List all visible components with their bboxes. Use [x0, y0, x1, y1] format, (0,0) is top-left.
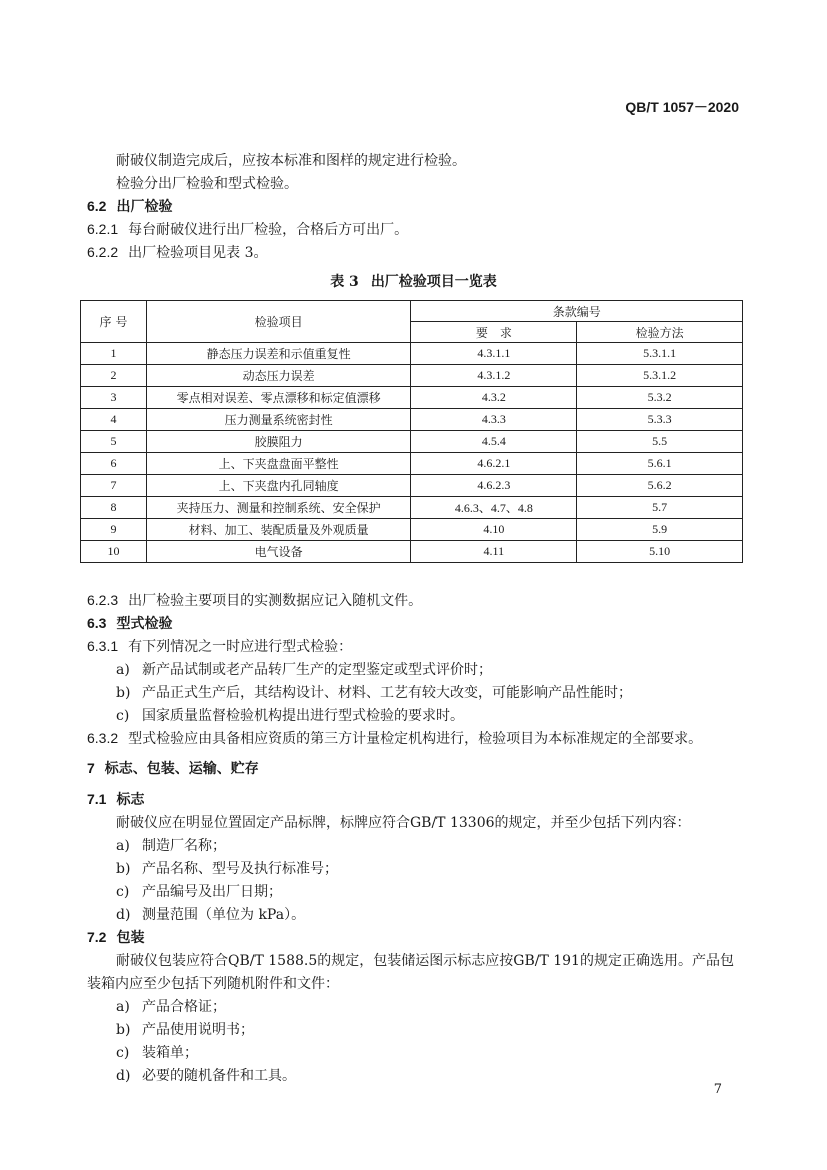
section-title: 出厂检验 [116, 199, 173, 215]
list-marker: d) [116, 1068, 131, 1084]
clause-text: 出厂检验项目见表 3。 [128, 245, 268, 261]
section-title: 型式检验 [116, 616, 173, 632]
clause-number: 6.2.2 [87, 244, 119, 260]
list-text: 装箱单； [142, 1045, 198, 1061]
cell-method: 5.3.3 [577, 409, 743, 431]
cell-requirement: 4.3.3 [411, 409, 577, 431]
clause-6-2-1 [87, 219, 408, 239]
cell-no: 1 [81, 343, 147, 365]
list-item [116, 705, 464, 725]
section-number: 7.2 [87, 929, 107, 945]
list-marker: a) [116, 662, 130, 678]
header-seq: 序 号 [81, 301, 147, 343]
cell-item: 材料、加工、装配质量及外观质量 [146, 519, 411, 541]
cell-method: 5.5 [577, 431, 743, 453]
cell-method: 5.3.2 [577, 387, 743, 409]
section-7-2-paragraph-line2: 装箱内应至少包括下列随机附件和文件： [87, 976, 339, 992]
list-item [116, 881, 282, 901]
clause-number: 6.2.1 [87, 221, 119, 237]
list-text: 必要的随机备件和工具。 [142, 1068, 296, 1084]
cell-no: 4 [81, 409, 147, 431]
cell-requirement: 4.10 [411, 519, 577, 541]
section-title: 标志 [116, 792, 145, 808]
table-row [81, 431, 743, 453]
list-item [116, 904, 305, 924]
list-item [116, 682, 632, 702]
clause-6-3-1 [87, 636, 352, 656]
clause-number: 6.3.1 [87, 638, 119, 654]
page-number: 7 [713, 1082, 722, 1097]
section-number: 6.3 [87, 615, 107, 631]
list-text: 产品合格证； [142, 999, 226, 1015]
cell-method: 5.10 [577, 541, 743, 563]
table-caption [0, 271, 827, 291]
cell-requirement: 4.11 [411, 541, 577, 563]
cell-requirement: 4.6.2.1 [411, 453, 577, 475]
table-row [81, 541, 743, 563]
cell-no: 2 [81, 365, 147, 387]
clause-6-2-3 [87, 590, 422, 610]
clause-6-3-2 [87, 728, 702, 748]
clause-text: 每台耐破仪进行出厂检验，合格后方可出厂。 [128, 222, 409, 238]
list-text: 产品编号及出厂日期； [142, 884, 282, 900]
list-text: 国家质量监督检验机构提出进行型式检验的要求时。 [142, 708, 464, 724]
section-number: 7 [87, 760, 95, 776]
cell-method: 5.7 [577, 497, 743, 519]
list-marker: d) [116, 907, 131, 923]
cell-method: 5.6.1 [577, 453, 743, 475]
table-row [81, 453, 743, 475]
table-row [81, 387, 743, 409]
list-marker: b) [116, 685, 131, 701]
table-row [81, 519, 743, 541]
list-text: 产品正式生产后，其结构设计、材料、工艺有较大改变，可能影响产品性能时； [142, 685, 632, 701]
cell-item: 上、下夹盘内孔同轴度 [146, 475, 411, 497]
header-requirement: 要 求 [411, 322, 577, 343]
table-row [81, 343, 743, 365]
list-text: 产品使用说明书； [142, 1022, 254, 1038]
list-marker: a) [116, 999, 130, 1015]
cell-item: 零点相对误差、零点漂移和标定值漂移 [146, 387, 411, 409]
cell-item: 静态压力误差和示值重复性 [146, 343, 411, 365]
section-6-3-heading [87, 613, 172, 633]
cell-requirement: 4.3.1.2 [411, 365, 577, 387]
inspection-table [80, 300, 743, 563]
clause-text: 型式检验应由具备相应资质的第三方计量检定机构进行，检验项目为本标准规定的全部要求。 [128, 731, 703, 747]
header-method: 检验方法 [577, 322, 743, 343]
section-number: 6.2 [87, 198, 107, 214]
clause-number: 6.2.3 [87, 592, 119, 608]
table-row [81, 409, 743, 431]
list-item [116, 1065, 296, 1085]
cell-no: 8 [81, 497, 147, 519]
standard-number: QB/T 1057－2020 [625, 99, 739, 115]
list-text: 制造厂名称； [142, 838, 226, 854]
cell-requirement: 4.6.2.3 [411, 475, 577, 497]
list-item [116, 1042, 198, 1062]
section-7-1-paragraph: 耐破仪应在明显位置固定产品标牌，标牌应符合GB/T 13306的规定，并至少包括下列内容： [116, 815, 691, 831]
list-marker: c) [116, 1045, 130, 1061]
cell-requirement: 4.3.1.1 [411, 343, 577, 365]
clause-text: 有下列情况之一时应进行型式检验： [128, 639, 353, 655]
clause-number: 6.3.2 [87, 730, 119, 746]
list-marker: a) [116, 838, 130, 854]
cell-item: 胶膜阻力 [146, 431, 411, 453]
table-caption-number: 表 3 [330, 274, 359, 290]
cell-no: 5 [81, 431, 147, 453]
section-number: 7.1 [87, 791, 107, 807]
cell-item: 上、下夹盘盘面平整性 [146, 453, 411, 475]
section-title: 标志、包装、运输、贮存 [104, 761, 259, 777]
list-marker: b) [116, 861, 131, 877]
section-7-1-heading [87, 789, 144, 809]
intro-paragraph-2: 检验分出厂检验和型式检验。 [116, 176, 298, 192]
table-row [81, 497, 743, 519]
cell-method: 5.9 [577, 519, 743, 541]
list-marker: b) [116, 1022, 131, 1038]
list-item [116, 996, 226, 1016]
section-title: 包装 [116, 930, 145, 946]
header-item: 检验项目 [146, 301, 411, 343]
list-item [116, 835, 226, 855]
list-item [116, 659, 492, 679]
cell-method: 5.3.1.1 [577, 343, 743, 365]
cell-no: 3 [81, 387, 147, 409]
cell-no: 9 [81, 519, 147, 541]
section-7-heading [87, 758, 259, 778]
section-7-2-heading [87, 927, 144, 947]
list-text: 测量范围（单位为 kPa）。 [142, 907, 306, 923]
intro-paragraph-1: 耐破仪制造完成后，应按本标准和图样的规定进行检验。 [116, 153, 466, 169]
cell-item: 电气设备 [146, 541, 411, 563]
cell-no: 6 [81, 453, 147, 475]
cell-requirement: 4.6.3、4.7、4.8 [411, 497, 577, 519]
table-caption-title: 出厂检验项目一览表 [370, 274, 497, 290]
header-clause: 条款编号 [411, 301, 743, 322]
table-row [81, 365, 743, 387]
list-marker: c) [116, 884, 130, 900]
cell-method: 5.6.2 [577, 475, 743, 497]
cell-requirement: 4.3.2 [411, 387, 577, 409]
cell-item: 动态压力误差 [146, 365, 411, 387]
cell-item: 压力测量系统密封性 [146, 409, 411, 431]
clause-6-2-2 [87, 242, 268, 262]
cell-requirement: 4.5.4 [411, 431, 577, 453]
list-item [116, 1019, 254, 1039]
list-text: 产品名称、型号及执行标准号； [142, 861, 338, 877]
cell-no: 10 [81, 541, 147, 563]
clause-text: 出厂检验主要项目的实测数据应记入随机文件。 [128, 593, 423, 609]
list-item [116, 858, 338, 878]
list-text: 新产品试制或老产品转厂生产的定型鉴定或型式评价时； [142, 662, 492, 678]
table-row [81, 475, 743, 497]
section-7-2-paragraph-line1: 耐破仪包装应符合QB/T 1588.5的规定，包装储运图示标志应按GB/T 191的规定正确选用。产品包 [116, 953, 734, 969]
list-marker: c) [116, 708, 130, 724]
section-6-2-heading [87, 196, 172, 216]
cell-method: 5.3.1.2 [577, 365, 743, 387]
cell-no: 7 [81, 475, 147, 497]
cell-item: 夹持压力、测量和控制系统、安全保护 [146, 497, 411, 519]
